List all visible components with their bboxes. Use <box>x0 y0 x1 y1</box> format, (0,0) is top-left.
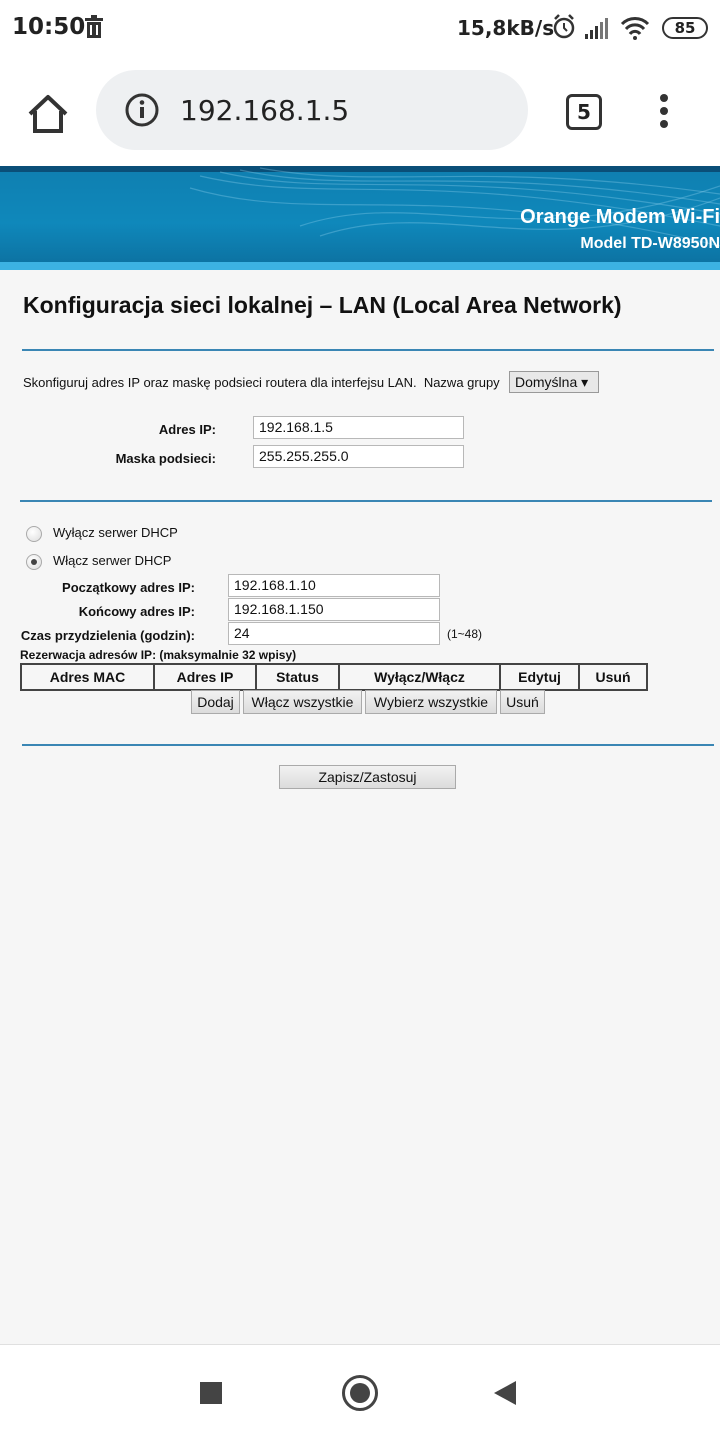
subnet-mask-input[interactable]: 255.255.255.0 <box>253 445 464 468</box>
page-title: Konfiguracja sieci lokalnej – LAN (Local Area Network) <box>23 292 622 318</box>
lease-time-input[interactable]: 24 <box>228 622 440 645</box>
tabs-icon[interactable]: 5 <box>566 94 602 130</box>
save-apply-button[interactable]: Zapisz/Zastosuj <box>279 765 456 789</box>
system-nav-bar <box>0 1344 720 1440</box>
column-header-ip: Adres IP <box>154 664 256 690</box>
divider <box>22 744 714 746</box>
lease-time-label: Czas przydzielenia (godzin): <box>20 628 195 643</box>
router-banner <box>0 166 720 270</box>
dhcp-off-label: Wyłącz serwer DHCP <box>53 525 178 540</box>
banner-title: Orange Modem Wi-Fi <box>520 206 720 228</box>
ip-label: Adres IP: <box>158 422 216 437</box>
column-header-mac: Adres MAC <box>21 664 154 690</box>
delete-button[interactable]: Usuń <box>500 690 545 714</box>
subnet-mask-label: Maska podsieci: <box>115 451 216 466</box>
back-icon[interactable] <box>494 1381 516 1405</box>
wifi-icon <box>622 18 648 40</box>
trash-icon <box>84 15 104 39</box>
overflow-menu-icon[interactable] <box>652 94 676 130</box>
column-header-edit: Edytuj <box>500 664 579 690</box>
end-ip-label: Końcowy adres IP: <box>78 604 195 619</box>
browser-toolbar <box>0 56 720 166</box>
battery-icon: 85 <box>662 17 708 39</box>
select-all-button[interactable]: Wybierz wszystkie <box>365 690 497 714</box>
home-nav-icon[interactable] <box>342 1375 378 1411</box>
config-desc-text: Skonfiguruj adres IP oraz maskę podsieci routera dla interfejsu LAN. <box>23 375 417 390</box>
enable-all-button[interactable]: Włącz wszystkie <box>243 690 362 714</box>
address-bar[interactable] <box>96 70 528 150</box>
start-ip-label: Początkowy adres IP: <box>62 580 195 595</box>
status-bar <box>0 0 720 56</box>
url-text[interactable]: 192.168.1.5 <box>180 94 350 127</box>
table-header-row <box>21 664 647 690</box>
ip-address-input[interactable]: 192.168.1.5 <box>253 416 464 439</box>
end-ip-input[interactable]: 192.168.1.150 <box>228 598 440 621</box>
signal-icon <box>585 18 608 39</box>
banner-bottom-stripe <box>0 262 720 270</box>
reservation-label: Rezerwacja adresów IP: (maksymalnie 32 wpisy) <box>20 648 297 662</box>
status-icons <box>552 12 657 42</box>
recents-icon[interactable] <box>200 1382 222 1404</box>
lease-range-hint: (1~48) <box>447 627 483 641</box>
dhcp-off-radio[interactable] <box>26 526 42 542</box>
config-description <box>23 375 500 390</box>
column-header-delete: Usuń <box>579 664 647 690</box>
group-label: Nazwa grupy <box>423 375 500 390</box>
lan-config-page <box>0 270 720 1344</box>
info-icon[interactable] <box>124 92 160 128</box>
divider <box>22 349 714 351</box>
start-ip-input[interactable]: 192.168.1.10 <box>228 574 440 597</box>
status-time: 10:50 <box>12 14 86 40</box>
add-button[interactable]: Dodaj <box>191 690 240 714</box>
dhcp-on-radio[interactable] <box>26 554 42 570</box>
home-icon[interactable] <box>24 90 72 138</box>
reservation-table <box>20 663 648 691</box>
column-header-toggle: Wyłącz/Włącz <box>339 664 500 690</box>
group-select[interactable]: Domyślna ▾ <box>509 371 599 393</box>
banner-model: Model TD-W8950N <box>580 235 720 252</box>
divider <box>20 500 712 502</box>
dhcp-on-label: Włącz serwer DHCP <box>53 553 172 568</box>
column-header-status: Status <box>256 664 339 690</box>
alarm-icon <box>555 15 573 37</box>
network-speed: 15,8kB/s <box>457 16 555 40</box>
